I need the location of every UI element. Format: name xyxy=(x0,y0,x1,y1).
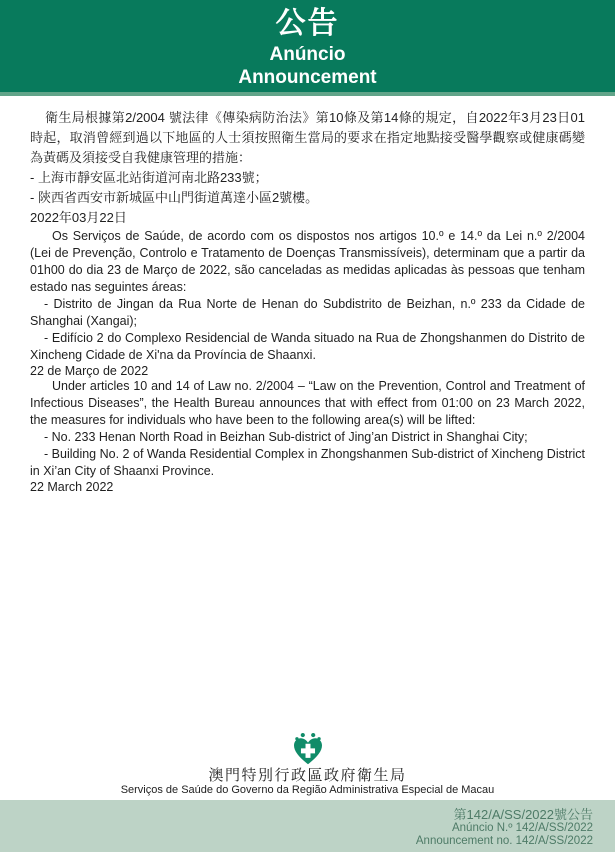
date-en: 22 March 2022 xyxy=(30,480,114,494)
bullet-en-1: - No. 233 Henan North Road in Beizhan Sub-district of Jing’an District in Shanghai City; xyxy=(44,430,528,444)
org-name-pt: Serviços de Saúde do Governo da Região Administrativa Especial de Macau xyxy=(120,784,495,796)
paragraph-pt: Os Serviços de Saúde, de acordo com os dispostos nos artigos 10.º e 14.º da Lei n.º 2/2004 (Lei de Prevenção, Controlo e Tratamento de Doenças Transmissíveis), determinam que a partir da 01h00 do dia 23 de Março de 2022, são canceladas as medidas aplicadas às pessoas que tenham estado nas seguintes áreas: xyxy=(30,229,585,294)
paragraph-zh: 衛生局根據第2/2004 號法律《傳染病防治法》第10條及第14條的規定，自2022年3月23日01時起，取消曾經到過以下地區的人士須按照衛生當局的要求在指定地點接受醫學觀察或健康碼變為黃碼及須接受自我健康管理的措施： xyxy=(30,110,585,165)
header-banner xyxy=(0,0,615,96)
bullet-pt-2: - Edifício 2 do Complexo Residencial de Wanda situado na Rua de Zhongshanmen do Distrito de Xincheng Cidade de Xi'na da Província de Shaanxi. xyxy=(30,331,585,362)
org-name-zh: 澳門特別行政區政府衛生局 xyxy=(208,767,407,784)
title-zh: 公告 xyxy=(275,7,340,40)
reference-bar xyxy=(0,800,615,852)
health-bureau-logo-icon xyxy=(292,732,324,766)
reference-number-pt: Anúncio N.º 142/A/SS/2022 xyxy=(451,822,593,834)
org-block xyxy=(0,732,615,800)
bullet-zh-1: - 上海市靜安區北站街道河南北路233號； xyxy=(30,170,268,185)
title-en: Announcement xyxy=(238,67,377,88)
document-body xyxy=(0,96,615,494)
bullet-zh-2: - 陝西省西安市新城區中山門街道萬達小區2號樓。 xyxy=(30,190,319,205)
bullet-pt-1: - Distrito de Jingan da Rua Norte de Henan do Subdistrito de Beizhan, n.º 233 da Cidade de Shanghai (Xangai); xyxy=(30,297,585,328)
paragraph-en: Under articles 10 and 14 of Law no. 2/2004 – “Law on the Prevention, Control and Treatment of Infectious Diseases”, the Health Bureau announces that with effect from 01:00 on 23 March 2022, the measures for individuals who have been to the following area(s) will be lifted: xyxy=(30,379,585,427)
title-pt: Anúncio xyxy=(269,44,346,65)
bullet-en-2: - Building No. 2 of Wanda Residential Complex in Zhongshanmen Sub-district of Xincheng District in Xi’an City of Shaanxi Province. xyxy=(30,447,585,478)
reference-number-en: Announcement no. 142/A/SS/2022 xyxy=(415,835,593,847)
date-zh: 2022年03月22日 xyxy=(30,210,127,225)
date-pt: 22 de Março de 2022 xyxy=(30,364,149,378)
reference-number-zh: 第142/A/SS/2022號公告 xyxy=(453,807,593,822)
